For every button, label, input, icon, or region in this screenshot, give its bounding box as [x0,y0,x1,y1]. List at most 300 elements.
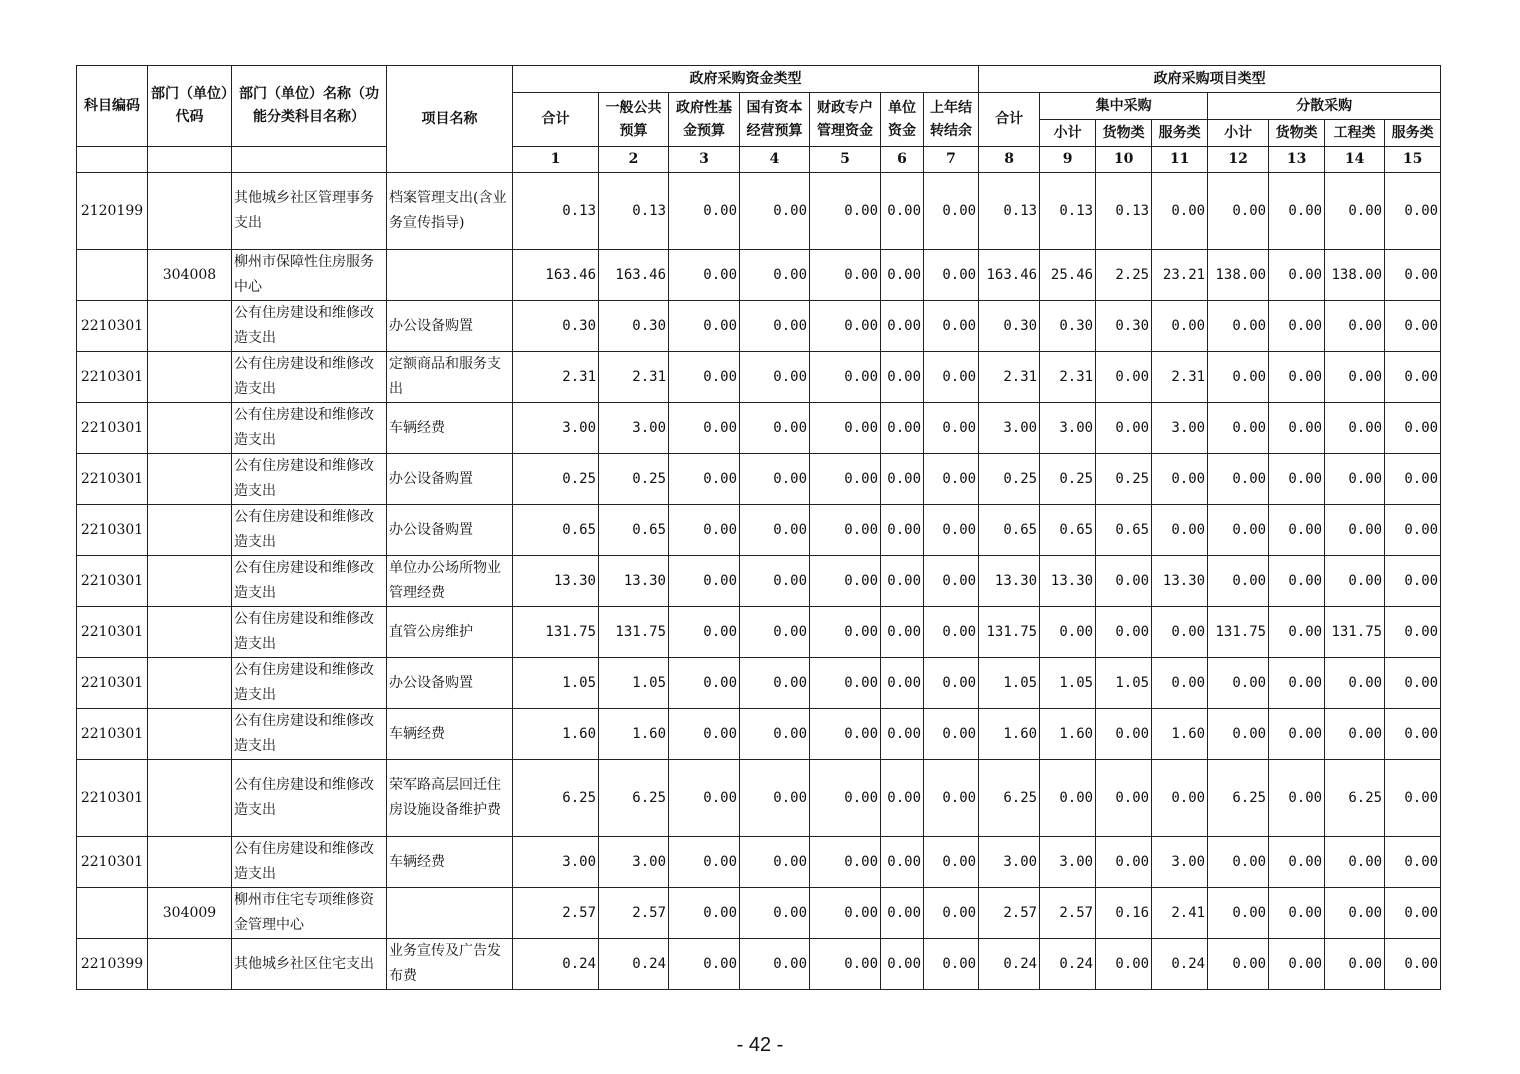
amount-cell: 0.00 [1096,607,1152,658]
header-centralized-goods: 货物类 [1096,120,1152,147]
amount-cell: 0.00 [810,607,881,658]
amount-cell: 0.00 [1096,352,1152,403]
amount-cell: 0.00 [1325,888,1385,939]
dept-code-cell [148,352,232,403]
amount-cell: 0.00 [740,939,810,990]
amount-cell: 0.00 [881,556,924,607]
amount-cell: 6.25 [1325,760,1385,837]
header-decentralized-works: 工程类 [1325,120,1385,147]
amount-cell: 0.00 [669,454,740,505]
amount-cell: 0.00 [1152,658,1208,709]
amount-cell: 0.25 [979,454,1040,505]
amount-cell: 163.46 [979,250,1040,301]
amount-cell: 0.00 [669,403,740,454]
subject-code-cell [77,250,148,301]
amount-cell: 0.00 [810,352,881,403]
amount-cell: 0.00 [810,250,881,301]
header-dept-name: 部门（单位）名称（功能分类科目名称） [232,66,387,147]
col-number: 15 [1385,147,1441,173]
amount-cell: 0.00 [924,173,979,250]
table-row [77,352,1441,403]
amount-cell: 0.00 [1152,760,1208,837]
amount-cell: 0.00 [1208,403,1269,454]
amount-cell: 0.00 [1269,173,1325,250]
dept-name-cell: 公有住房建设和维修改造支出 [232,454,387,505]
amount-cell: 0.00 [881,301,924,352]
amount-cell: 0.00 [669,352,740,403]
amount-cell: 6.25 [599,760,669,837]
amount-cell: 2.31 [599,352,669,403]
amount-cell: 6.25 [1208,760,1269,837]
amount-cell: 3.00 [1152,403,1208,454]
amount-cell: 0.00 [740,709,810,760]
amount-cell: 0.25 [599,454,669,505]
amount-cell: 0.00 [924,607,979,658]
dept-code-cell: 304008 [148,250,232,301]
dept-name-cell: 公有住房建设和维修改造支出 [232,607,387,658]
amount-cell: 0.00 [669,658,740,709]
amount-cell: 0.24 [1152,939,1208,990]
amount-cell: 13.30 [513,556,599,607]
amount-cell: 0.00 [740,250,810,301]
amount-cell: 1.05 [1040,658,1096,709]
amount-cell: 0.00 [881,939,924,990]
amount-cell: 0.13 [1096,173,1152,250]
table-row [77,607,1441,658]
header-centralized-services: 服务类 [1152,120,1208,147]
header-gov-fund-budget: 政府性基金预算 [669,93,740,147]
header-decentralized-services: 服务类 [1385,120,1441,147]
amount-cell: 0.00 [740,556,810,607]
amount-cell: 13.30 [979,556,1040,607]
amount-cell: 0.24 [1040,939,1096,990]
page-number: - 42 - [736,1034,784,1056]
amount-cell: 0.00 [1325,505,1385,556]
amount-cell: 0.25 [1096,454,1152,505]
amount-cell: 0.00 [1385,173,1441,250]
table-row [77,888,1441,939]
dept-code-cell [148,607,232,658]
amount-cell: 0.00 [1269,250,1325,301]
amount-cell: 0.13 [979,173,1040,250]
project-name-cell [387,250,513,301]
dept-code-cell [148,709,232,760]
amount-cell: 2.41 [1152,888,1208,939]
amount-cell: 0.13 [1040,173,1096,250]
amount-cell: 163.46 [599,250,669,301]
col-number: 8 [979,147,1040,173]
header-decentralized-subtotal: 小计 [1208,120,1269,147]
dept-code-cell [148,760,232,837]
dept-code-cell [148,403,232,454]
amount-cell: 0.00 [1385,505,1441,556]
amount-cell: 0.00 [1269,352,1325,403]
amount-cell: 0.13 [513,173,599,250]
dept-code-cell [148,301,232,352]
amount-cell: 0.00 [1325,454,1385,505]
amount-cell: 0.00 [1208,505,1269,556]
col-number: 3 [669,147,740,173]
amount-cell: 0.25 [513,454,599,505]
amount-cell: 0.00 [924,352,979,403]
amount-cell: 2.31 [513,352,599,403]
amount-cell: 0.00 [1325,709,1385,760]
amount-cell: 0.00 [1325,173,1385,250]
dept-code-cell [148,505,232,556]
amount-cell: 0.00 [669,760,740,837]
header-blank-code [77,147,148,173]
header-fund-group: 政府采购资金类型 [513,66,979,93]
amount-cell: 0.30 [599,301,669,352]
amount-cell: 0.00 [740,760,810,837]
subject-code-cell: 2210301 [77,760,148,837]
subject-code-cell: 2210301 [77,301,148,352]
amount-cell: 1.60 [599,709,669,760]
amount-cell: 0.00 [1096,837,1152,888]
amount-cell: 1.05 [599,658,669,709]
amount-cell: 0.13 [599,173,669,250]
amount-cell: 0.25 [1040,454,1096,505]
dept-name-cell: 柳州市保障性住房服务中心 [232,250,387,301]
table-row [77,760,1441,837]
amount-cell: 0.00 [810,658,881,709]
amount-cell: 0.00 [740,454,810,505]
table-row [77,403,1441,454]
amount-cell: 0.30 [1096,301,1152,352]
amount-cell: 0.00 [1385,607,1441,658]
amount-cell: 0.00 [669,301,740,352]
amount-cell: 0.00 [1208,454,1269,505]
amount-cell: 0.65 [1096,505,1152,556]
subject-code-cell: 2210301 [77,556,148,607]
amount-cell: 0.00 [1152,505,1208,556]
amount-cell: 0.00 [924,888,979,939]
amount-cell: 131.75 [1325,607,1385,658]
header-state-capital-budget: 国有资本经营预算 [740,93,810,147]
header-subject-code: 科目编码 [77,66,148,147]
table-row [77,505,1441,556]
amount-cell: 2.31 [979,352,1040,403]
header-unit-funds: 单位资金 [881,93,924,147]
header-centralized-subtotal: 小计 [1040,120,1096,147]
amount-cell: 0.00 [881,250,924,301]
table-row [77,658,1441,709]
amount-cell: 0.00 [1385,658,1441,709]
amount-cell: 0.00 [810,505,881,556]
amount-cell: 0.00 [810,301,881,352]
amount-cell: 0.00 [669,709,740,760]
amount-cell: 0.00 [1208,658,1269,709]
amount-cell: 3.00 [599,403,669,454]
project-name-cell: 定额商品和服务支出 [387,352,513,403]
amount-cell: 3.00 [513,403,599,454]
amount-cell: 0.00 [1325,939,1385,990]
amount-cell: 0.00 [1269,505,1325,556]
amount-cell: 0.00 [1208,352,1269,403]
amount-cell: 0.00 [810,403,881,454]
subject-code-cell: 2210301 [77,454,148,505]
amount-cell: 0.00 [810,837,881,888]
dept-name-cell: 公有住房建设和维修改造支出 [232,505,387,556]
amount-cell: 0.00 [810,556,881,607]
amount-cell: 0.00 [810,454,881,505]
amount-cell: 0.00 [881,888,924,939]
amount-cell: 0.00 [1385,939,1441,990]
amount-cell: 0.65 [979,505,1040,556]
amount-cell: 0.00 [1096,760,1152,837]
amount-cell: 0.00 [1325,403,1385,454]
amount-cell: 0.00 [1269,403,1325,454]
subject-code-cell: 2210301 [77,837,148,888]
amount-cell: 13.30 [1152,556,1208,607]
amount-cell: 0.00 [1208,709,1269,760]
amount-cell: 0.00 [1269,939,1325,990]
amount-cell: 0.30 [979,301,1040,352]
amount-cell: 0.00 [1269,301,1325,352]
amount-cell: 0.00 [1040,760,1096,837]
header-fund-total: 合计 [513,93,599,147]
amount-cell: 0.00 [924,939,979,990]
dept-name-cell: 公有住房建设和维修改造支出 [232,556,387,607]
amount-cell: 0.16 [1096,888,1152,939]
amount-cell: 23.21 [1152,250,1208,301]
subject-code-cell: 2210399 [77,939,148,990]
amount-cell: 0.00 [1152,173,1208,250]
amount-cell: 0.00 [1208,301,1269,352]
amount-cell: 3.00 [979,403,1040,454]
amount-cell: 2.57 [1040,888,1096,939]
amount-cell: 0.00 [810,173,881,250]
amount-cell: 0.00 [1269,837,1325,888]
amount-cell: 3.00 [1152,837,1208,888]
amount-cell: 0.00 [881,173,924,250]
amount-cell: 0.00 [881,837,924,888]
amount-cell: 0.00 [1269,888,1325,939]
project-name-cell: 业务宣传及广告发布费 [387,939,513,990]
amount-cell: 131.75 [979,607,1040,658]
subject-code-cell: 2210301 [77,709,148,760]
amount-cell: 0.00 [669,607,740,658]
table-row [77,173,1441,250]
amount-cell: 0.00 [924,454,979,505]
col-number: 4 [740,147,810,173]
header-project-group: 政府采购项目类型 [979,66,1441,93]
dept-name-cell: 公有住房建设和维修改造支出 [232,403,387,454]
amount-cell: 0.00 [669,505,740,556]
amount-cell: 6.25 [513,760,599,837]
amount-cell: 0.00 [1208,556,1269,607]
amount-cell: 0.00 [881,607,924,658]
amount-cell: 0.00 [669,837,740,888]
dept-name-cell: 公有住房建设和维修改造支出 [232,658,387,709]
dept-code-cell [148,454,232,505]
amount-cell: 0.00 [881,709,924,760]
amount-cell: 0.00 [881,352,924,403]
amount-cell: 0.00 [924,760,979,837]
amount-cell: 1.05 [1096,658,1152,709]
amount-cell: 0.00 [1385,403,1441,454]
amount-cell: 0.00 [1385,888,1441,939]
amount-cell: 0.00 [810,709,881,760]
subject-code-cell: 2120199 [77,173,148,250]
procurement-table [76,65,1441,990]
amount-cell: 13.30 [599,556,669,607]
amount-cell: 13.30 [1040,556,1096,607]
subject-code-cell: 2210301 [77,505,148,556]
header-special-account: 财政专户管理资金 [810,93,881,147]
dept-name-cell: 其他城乡社区住宅支出 [232,939,387,990]
amount-cell: 0.00 [881,658,924,709]
amount-cell: 0.00 [924,658,979,709]
project-name-cell: 办公设备购置 [387,454,513,505]
amount-cell: 25.46 [1040,250,1096,301]
amount-cell: 0.00 [669,250,740,301]
dept-code-cell: 304009 [148,888,232,939]
col-number: 5 [810,147,881,173]
amount-cell: 3.00 [1040,837,1096,888]
amount-cell: 2.31 [1040,352,1096,403]
amount-cell: 0.30 [513,301,599,352]
col-number: 2 [599,147,669,173]
amount-cell: 2.57 [979,888,1040,939]
amount-cell: 131.75 [599,607,669,658]
dept-name-cell: 公有住房建设和维修改造支出 [232,301,387,352]
amount-cell: 2.57 [513,888,599,939]
amount-cell: 3.00 [979,837,1040,888]
amount-cell: 0.00 [924,403,979,454]
amount-cell: 0.00 [810,888,881,939]
amount-cell: 0.24 [513,939,599,990]
amount-cell: 3.00 [513,837,599,888]
dept-name-cell: 公有住房建设和维修改造支出 [232,709,387,760]
amount-cell: 0.00 [1208,173,1269,250]
amount-cell: 0.00 [881,760,924,837]
amount-cell: 0.00 [1385,556,1441,607]
amount-cell: 0.00 [924,250,979,301]
amount-cell: 0.00 [1385,837,1441,888]
subject-code-cell [77,888,148,939]
amount-cell: 0.00 [1385,709,1441,760]
header-blank-dept-name [232,147,387,173]
subject-code-cell: 2210301 [77,658,148,709]
amount-cell: 0.00 [810,760,881,837]
amount-cell: 0.00 [924,556,979,607]
dept-name-cell: 公有住房建设和维修改造支出 [232,352,387,403]
amount-cell: 0.00 [881,454,924,505]
amount-cell: 0.00 [1040,607,1096,658]
amount-cell: 0.00 [924,837,979,888]
col-number: 7 [924,147,979,173]
col-number: 11 [1152,147,1208,173]
amount-cell: 0.00 [924,709,979,760]
project-name-cell: 直管公房维护 [387,607,513,658]
amount-cell: 131.75 [1208,607,1269,658]
amount-cell: 3.00 [599,837,669,888]
header-general-budget: 一般公共预算 [599,93,669,147]
header-project-name: 项目名称 [387,66,513,173]
dept-name-cell: 柳州市住宅专项维修资金管理中心 [232,888,387,939]
table-row [77,454,1441,505]
project-name-cell: 办公设备购置 [387,505,513,556]
amount-cell: 131.75 [513,607,599,658]
col-number: 13 [1269,147,1325,173]
amount-cell: 0.00 [1208,939,1269,990]
amount-cell: 0.00 [1385,301,1441,352]
table-row [77,709,1441,760]
col-number: 10 [1096,147,1152,173]
amount-cell: 138.00 [1325,250,1385,301]
amount-cell: 138.00 [1208,250,1269,301]
table-row [77,556,1441,607]
project-name-cell: 荣军路高层回迁住房设施设备维护费 [387,760,513,837]
project-name-cell: 车辆经费 [387,403,513,454]
amount-cell: 0.00 [1325,658,1385,709]
header-project-total: 合计 [979,93,1040,147]
amount-cell: 0.00 [1385,760,1441,837]
dept-code-cell [148,939,232,990]
project-name-cell: 办公设备购置 [387,658,513,709]
subject-code-cell: 2210301 [77,403,148,454]
amount-cell: 0.00 [740,505,810,556]
amount-cell: 2.31 [1152,352,1208,403]
amount-cell: 0.00 [740,888,810,939]
amount-cell: 0.00 [1152,301,1208,352]
amount-cell: 0.00 [1208,837,1269,888]
table-row [77,250,1441,301]
amount-cell: 0.00 [1269,658,1325,709]
amount-cell: 0.00 [924,505,979,556]
table-row [77,301,1441,352]
amount-cell: 1.60 [1040,709,1096,760]
amount-cell: 0.00 [881,403,924,454]
amount-cell: 0.00 [1269,607,1325,658]
project-name-cell: 单位办公场所物业管理经费 [387,556,513,607]
amount-cell: 0.00 [1269,454,1325,505]
amount-cell: 0.65 [1040,505,1096,556]
amount-cell: 0.00 [740,607,810,658]
col-number: 1 [513,147,599,173]
amount-cell: 2.25 [1096,250,1152,301]
amount-cell: 0.00 [1096,709,1152,760]
table-body [77,173,1441,990]
amount-cell: 0.00 [1325,837,1385,888]
subject-code-cell: 2210301 [77,607,148,658]
project-name-cell [387,888,513,939]
amount-cell: 0.00 [881,505,924,556]
amount-cell: 0.00 [1325,301,1385,352]
dept-code-cell [148,837,232,888]
header-decentralized: 分散采购 [1208,93,1441,120]
amount-cell: 0.00 [1385,250,1441,301]
col-number: 6 [881,147,924,173]
dept-code-cell [148,173,232,250]
table-row [77,837,1441,888]
dept-name-cell: 公有住房建设和维修改造支出 [232,837,387,888]
amount-cell: 3.00 [1040,403,1096,454]
amount-cell: 0.00 [740,403,810,454]
col-number: 9 [1040,147,1096,173]
amount-cell: 0.00 [1325,556,1385,607]
amount-cell: 0.24 [979,939,1040,990]
header-centralized: 集中采购 [1040,93,1208,120]
amount-cell: 0.30 [1040,301,1096,352]
amount-cell: 1.05 [979,658,1040,709]
dept-code-cell [148,556,232,607]
amount-cell: 0.65 [513,505,599,556]
amount-cell: 0.00 [740,301,810,352]
table-row [77,939,1441,990]
header-carryover: 上年结转结余 [924,93,979,147]
